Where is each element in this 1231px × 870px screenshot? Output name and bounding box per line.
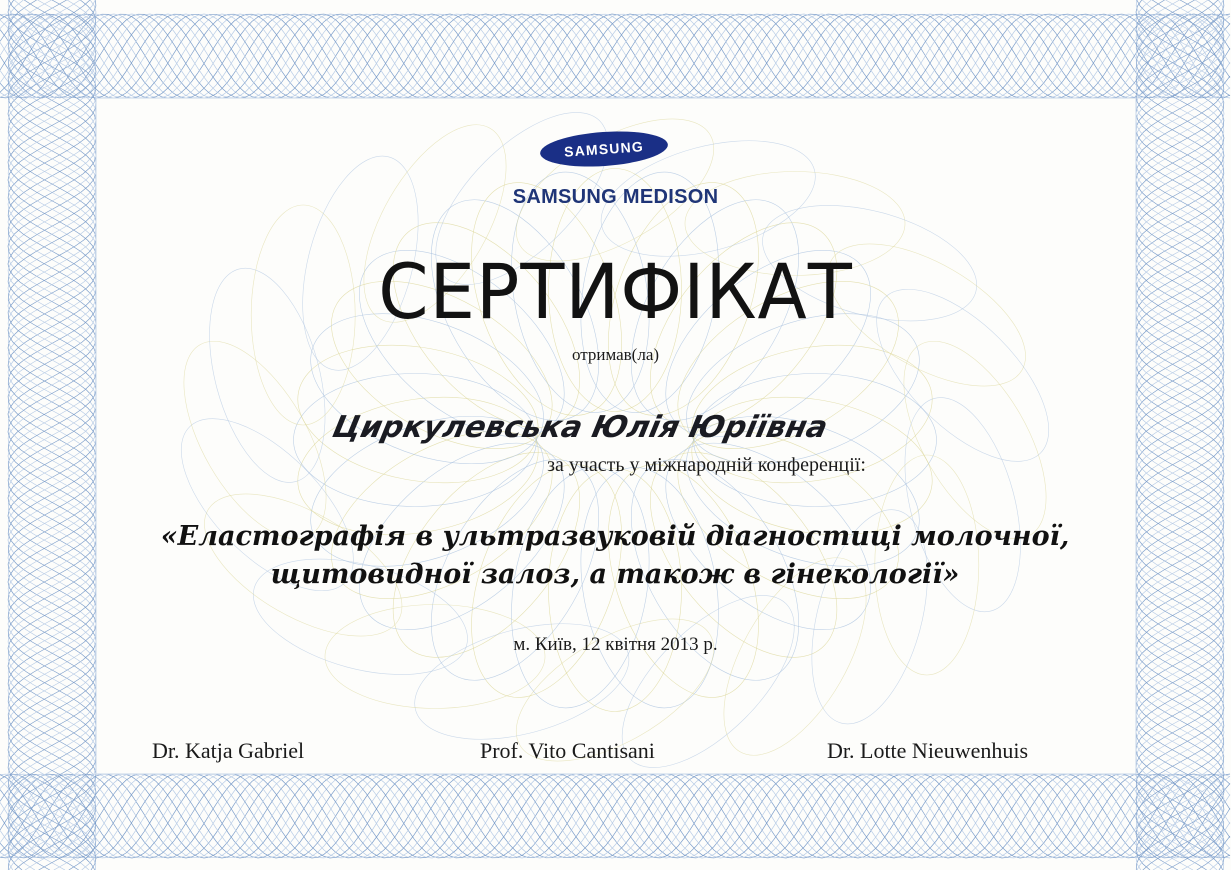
received-label: отримав(ла) bbox=[571, 345, 660, 364]
conference-title bbox=[90, 518, 1140, 594]
signatory-3: Dr. Lotte Nieuwenhuis bbox=[827, 738, 1029, 763]
signatory-2: Prof. Vito Cantisani bbox=[480, 738, 655, 763]
certificate-title: СЕРТИФІКАТ bbox=[378, 247, 853, 337]
samsung-logo: SAMSUNG bbox=[540, 132, 670, 168]
participation-text: за участь у міжнародній конференції: bbox=[547, 454, 866, 476]
conference-title-line-2: щитовидної залоз, а також в гінекології» bbox=[270, 559, 960, 590]
brand-name: SAMSUNG MEDISON bbox=[512, 186, 719, 208]
place-date: м. Київ, 12 квітня 2013 р. bbox=[513, 634, 718, 655]
signatory-1: Dr. Katja Gabriel bbox=[152, 738, 305, 763]
conference-title-line-1: «Еластографія в ультразвуковій діагностиці молочної, bbox=[160, 521, 1070, 552]
recipient-name: Циркулевська Юлія Юріївна bbox=[329, 410, 831, 445]
